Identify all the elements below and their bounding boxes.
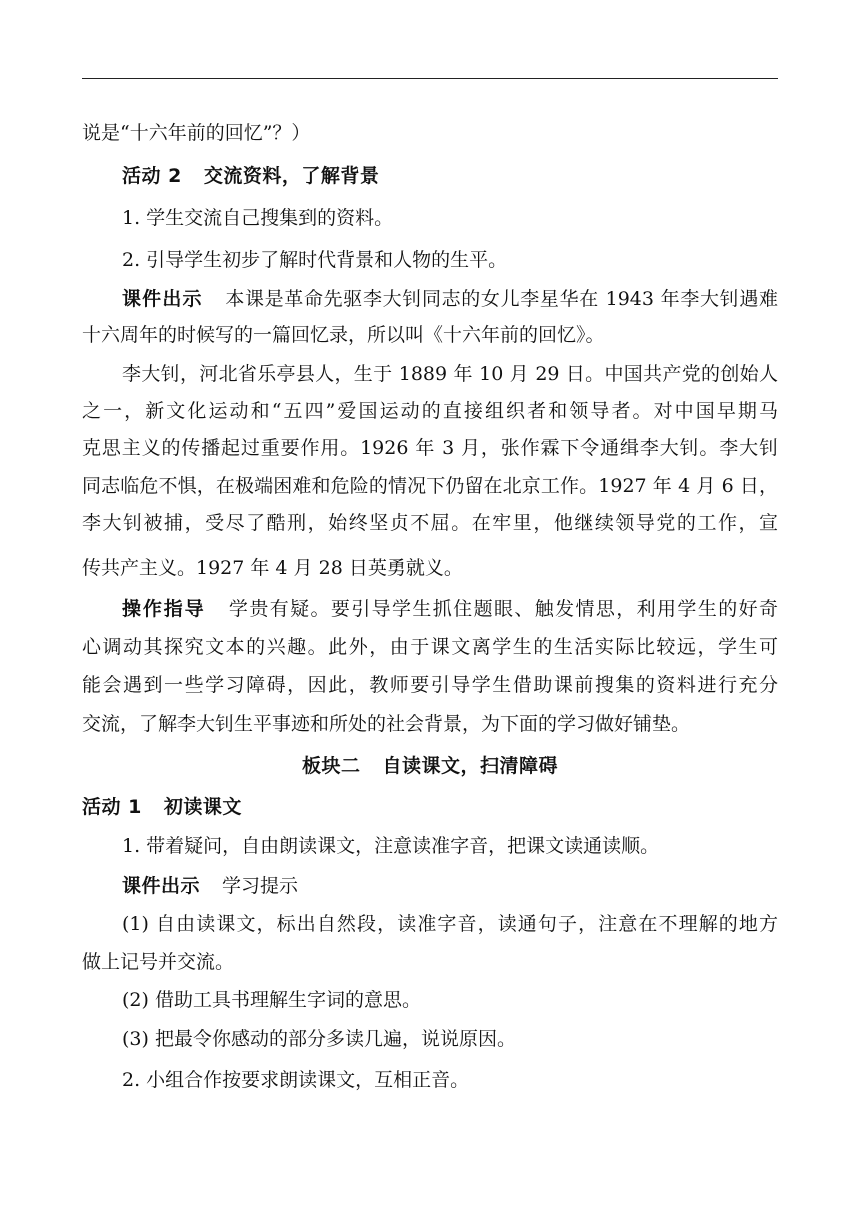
activity1-number: 活动 1 (82, 796, 142, 818)
tip3: (3) 把最令你感动的部分多读几遍，说说原因。 (122, 1028, 516, 1050)
guidance-line-4: 交流，了解李大钊生平事迹和所处的社会背景，为下面的学习做好铺垫。 (82, 713, 691, 735)
activity2-number: 活动 2 (122, 165, 182, 187)
tip2: (2) 借助工具书理解生字词的意思。 (122, 989, 421, 1011)
tip1-line-1: (1) 自由读课文，标出自然段，读准字音，读通句子，注意在不理解的地方 (122, 913, 778, 935)
activity1-heading (82, 795, 778, 819)
bio-line-4: 同志临危不惧，在极端困难和危险的情况下仍留在北京工作。1927 年 4 月 6 日， (82, 475, 778, 497)
activity1-item-1: 1. 带着疑问，自由朗读课文，注意读准字音，把课文读通读顺。 (122, 835, 660, 857)
bio-line-1: 李大钊，河北省乐亭县人，生于 1889 年 10 月 29 日。中国共产党的创始人 (122, 363, 778, 385)
bio-line-2: 之一，新文化运动和“五四”爱国运动的直接组织者和领导者。对中国早期马 (82, 400, 778, 422)
courseware1-text-1: 本课是革命先驱李大钊同志的女儿李星华在 1943 年李大钊遇难 (224, 288, 778, 310)
guidance-label: 操作指导 (122, 598, 206, 620)
section2-title: 自读课文，扫清障碍 (382, 755, 559, 777)
section2-label: 板块二 (301, 755, 361, 777)
bio-line-3: 克思主义的传播起过重要作用。1926 年 3 月，张作霖下令通缉李大钊。李大钊 (82, 437, 778, 459)
activity2-title: 交流资料，了解背景 (203, 165, 380, 187)
courseware2-title: 学习提示 (222, 875, 299, 897)
courseware1-line-1 (82, 287, 778, 311)
activity1-item-2: 2. 小组合作按要求朗读课文，互相正音。 (122, 1069, 470, 1091)
continuation-text: 说是“十六年前的回忆”？） (82, 122, 311, 144)
tip1-line-2: 做上记号并交流。 (82, 951, 235, 973)
courseware1-label: 课件出示 (122, 288, 203, 310)
guidance-line-2: 心调动其探究文本的兴趣。此外，由于课文离学生的生活实际比较远，学生可 (82, 636, 778, 658)
activity2-item-2: 2. 引导学生初步了解时代背景和人物的生平。 (122, 249, 508, 271)
bio-line-5: 李大钊被捕，受尽了酷刑，始终坚贞不屈。在牢里，他继续领导党的工作，宣 (82, 512, 778, 534)
courseware2-heading (82, 874, 778, 898)
activity2-heading (82, 164, 778, 188)
activity2-item-1: 1. 学生交流自己搜集到的资料。 (122, 207, 394, 229)
guidance-text-1: 学贵有疑。要引导学生抓住题眼、触发情思，利用学生的好奇 (227, 598, 778, 620)
courseware2-label: 课件出示 (122, 875, 201, 897)
header-rule (82, 78, 778, 79)
bio-line-6: 传共产主义。1927 年 4 月 28 日英勇就义。 (82, 557, 463, 579)
courseware1-line-2: 十六周年的时候写的一篇回忆录，所以叫《十六年前的回忆》。 (82, 324, 605, 346)
guidance-line-1 (82, 597, 778, 621)
guidance-line-3: 能会遇到一些学习障碍，因此，教师要引导学生借助课前搜集的资料进行充分 (82, 674, 778, 696)
section2-heading (82, 754, 778, 778)
activity1-title: 初读课文 (163, 796, 242, 818)
